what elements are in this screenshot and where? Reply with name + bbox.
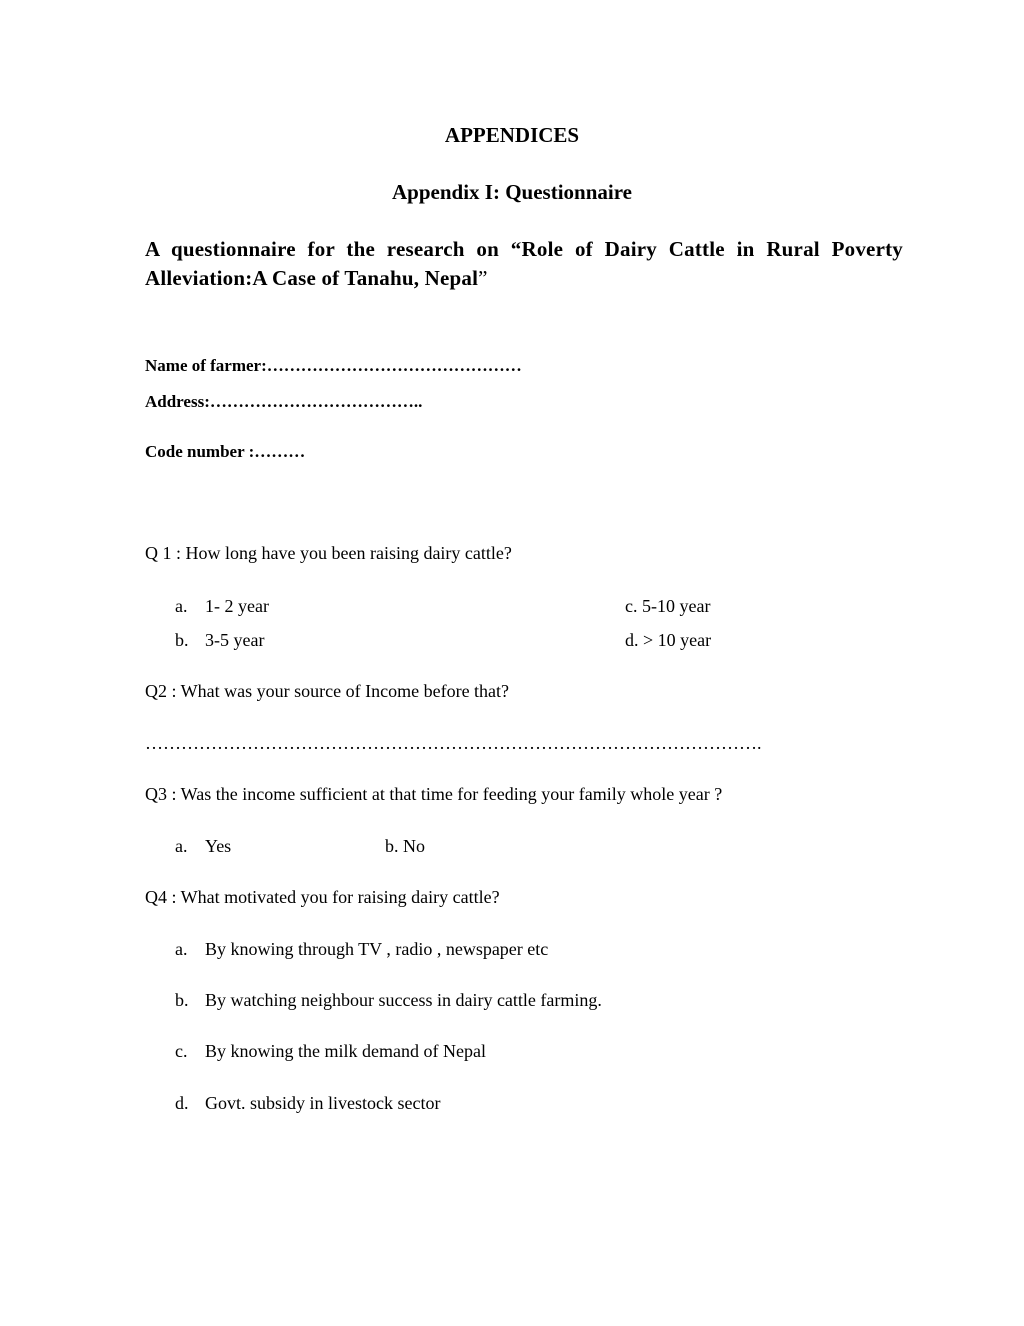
question-4: Q4 : What motivated you for raising dairy cattle? (145, 887, 500, 907)
research-title-closing-quote: ” (478, 266, 488, 290)
q4-option-c (175, 1042, 486, 1060)
q1-option-b (175, 631, 264, 649)
option-letter: d. (175, 1093, 189, 1113)
q1-option-d: d. > 10 year (625, 630, 712, 650)
farmer-name-field: Name of farmer:……………………………………… (145, 356, 522, 375)
option-text: By watching neighbour success in dairy cattle farming. (205, 990, 602, 1010)
research-title-line-1: A questionnaire for the research on “Role of Dairy Cattle in Rural Poverty (145, 237, 903, 261)
option-text: By knowing the milk demand of Nepal (205, 1041, 486, 1061)
option-letter: c. (175, 1041, 188, 1061)
option-text: Yes (205, 836, 232, 856)
q1-option-a (175, 597, 269, 615)
address-field: Address:……………………………….. (145, 392, 423, 411)
research-title-line-2-text: Alleviation:A Case of Tanahu, Nepal (145, 266, 479, 290)
appendix-title: Appendix I: Questionnaire (392, 180, 632, 204)
q4-option-a (175, 940, 548, 958)
option-letter: a. (175, 596, 188, 616)
q3-option-a (175, 837, 231, 855)
question-1: Q 1 : How long have you been raising dairy cattle? (145, 543, 512, 563)
q3-option-b: b. No (385, 836, 425, 856)
option-letter: b. (175, 990, 189, 1010)
q4-option-b (175, 991, 602, 1009)
question-2: Q2 : What was your source of Income before that? (145, 681, 510, 701)
option-text: Govt. subsidy in livestock sector (205, 1093, 441, 1113)
option-text: 3-5 year (205, 630, 265, 650)
q2-answer-line: …………………………………………………………………………………………. (145, 733, 762, 753)
option-letter: a. (175, 836, 188, 856)
appendices-heading: APPENDICES (444, 123, 580, 147)
code-number-field: Code number :……… (145, 442, 306, 461)
option-letter: a. (175, 939, 188, 959)
question-3: Q3 : Was the income sufficient at that time for feeding your family whole year ? (145, 784, 723, 804)
option-letter: b. (175, 630, 189, 650)
research-title-line-2 (145, 268, 488, 289)
option-text: 1- 2 year (205, 596, 269, 616)
q4-option-d (175, 1094, 440, 1112)
q1-option-c: c. 5-10 year (625, 596, 711, 616)
option-text: By knowing through TV , radio , newspaper etc (205, 939, 549, 959)
